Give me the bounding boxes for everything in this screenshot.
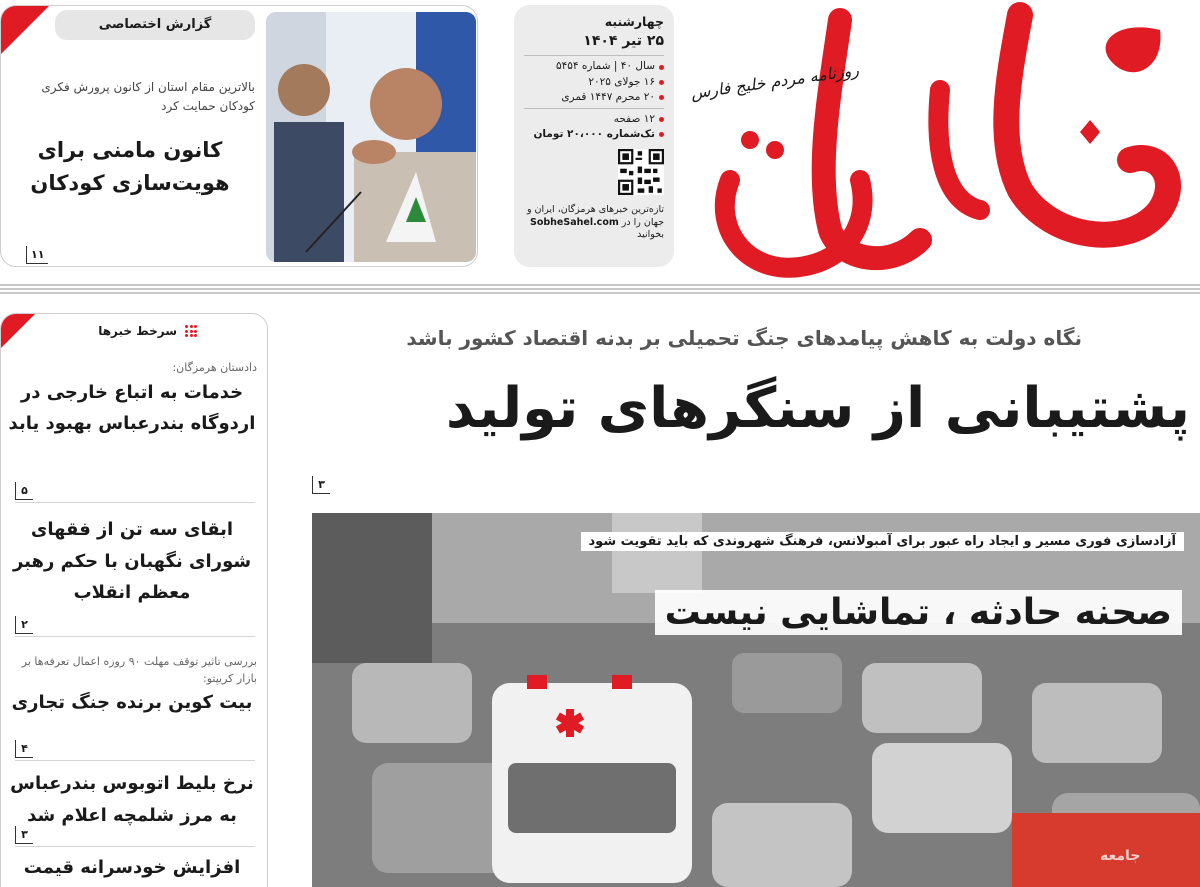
bullet-icon [659,95,664,100]
qr-code-icon[interactable] [618,149,664,195]
news-kicker: دادستان هرمزگان: [172,361,257,374]
news-title[interactable]: خدمات به اتباع خارجی در اردوگاه بندرعباس بهبود یابد [8,381,256,434]
red-corner-decoration [1,6,49,54]
lead-story-subline: نگاه دولت به کاهش پیامدهای جنگ تحمیلی بر بدنه اقتصاد کشور باشد [406,326,1082,350]
news-kicker: بررسی تاثیر توقف مهلت ۹۰ روزه اعمال تعرفه‌ها بر بازار کریپتو: [21,655,257,685]
special-report-tag: گزارش اختصاصی [55,10,255,40]
item-separator [15,760,255,761]
issue-price: تک‌شماره ۲۰،۰۰۰ تومان [533,128,655,141]
special-report-kicker: بالاترین مقام استان از کانون پرورش فکری کودکان حمایت کرد [41,80,255,114]
dots-grid-icon [185,325,197,337]
website-link[interactable]: SobheSahel.com [529,216,619,228]
lead-story-headline[interactable]: پشتیبانی از سنگرهای تولید [445,376,1190,441]
issue-info-box [514,5,674,267]
masthead-divider [0,284,1200,293]
sidebar-header [98,324,197,338]
sidebar-title: سرخط خبرها [98,324,177,338]
promo-text-line-3: بخوانید [637,229,664,241]
photo-story-kicker: آزادسازی فوری مسیر و ایجاد راه عبور برای آمبولانس، فرهنگ شهروندی که باید تقویت شود [581,532,1184,551]
bullet-icon [659,65,664,70]
issue-date: ۲۵ تیر ۱۴۰۴ [583,33,664,50]
issue-pages: ۱۲ صفحه [613,113,655,126]
news-title[interactable]: ابقای سه تن از فقهای شورای نگهبان با حکم رهبر معظم انقلاب [12,519,252,603]
traffic-ambulance-photo[interactable] [312,513,1200,887]
issue-day: چهارشنبه [604,14,664,29]
item-separator [15,846,255,847]
page-number-badge: ۲ [15,616,33,634]
special-report-headline[interactable]: کانون مامنی برای هویت‌سازی کودکان [30,138,230,195]
page-number-badge: ۴ [15,740,33,758]
news-title[interactable]: نرخ بلیط اتوبوس بندرعباس به مرز شلمچه اعلام شد [10,773,254,826]
sidebar-news-item[interactable] [7,360,257,440]
source-watermark: جامعه [1100,848,1141,864]
item-separator [15,636,255,637]
page-number-badge: ۳ [15,826,33,844]
red-corner-decoration [1,314,35,348]
newspaper-logo [690,0,1190,285]
news-title[interactable]: بیت کوین برنده جنگ تجاری [11,692,253,713]
page-number-badge: ۳ [312,476,330,494]
bullet-icon [659,117,664,122]
issue-gregorian-date: ۱۶ جولای ۲۰۲۵ [588,75,655,88]
special-report-photo[interactable] [266,12,476,262]
news-title[interactable]: افزایش خودسرانه قیمت [23,857,241,878]
page-number-badge: ۱۱ [26,246,48,264]
sidebar-news-item[interactable] [7,768,257,831]
promo-text-line-2: جهان را در [621,216,664,228]
issue-number: سال ۴۰ | شماره ۵۴۵۴ [555,60,655,73]
logo-calligraphy-icon [690,0,1190,285]
sidebar-news-item[interactable] [7,852,257,884]
photo-story-headline[interactable]: صحنه حادثه ، تماشایی نیست [655,590,1182,635]
sidebar-news-item[interactable] [7,514,257,609]
bullet-icon [659,80,664,85]
bullet-icon [659,132,664,137]
newspaper-subtitle: روزنامه مردم خلیج فارس [689,60,860,103]
promo-text-line-1: تازه‌ترین خبرهای هرمزگان، ایران و [526,203,664,215]
issue-hijri-date: ۲۰ محرم ۱۴۴۷ قمری [561,90,655,103]
headlines-sidebar [0,313,268,887]
sidebar-news-item[interactable] [7,654,257,719]
special-report-box[interactable] [0,5,478,267]
page-number-badge: ۵ [15,482,33,500]
item-separator [15,502,255,503]
